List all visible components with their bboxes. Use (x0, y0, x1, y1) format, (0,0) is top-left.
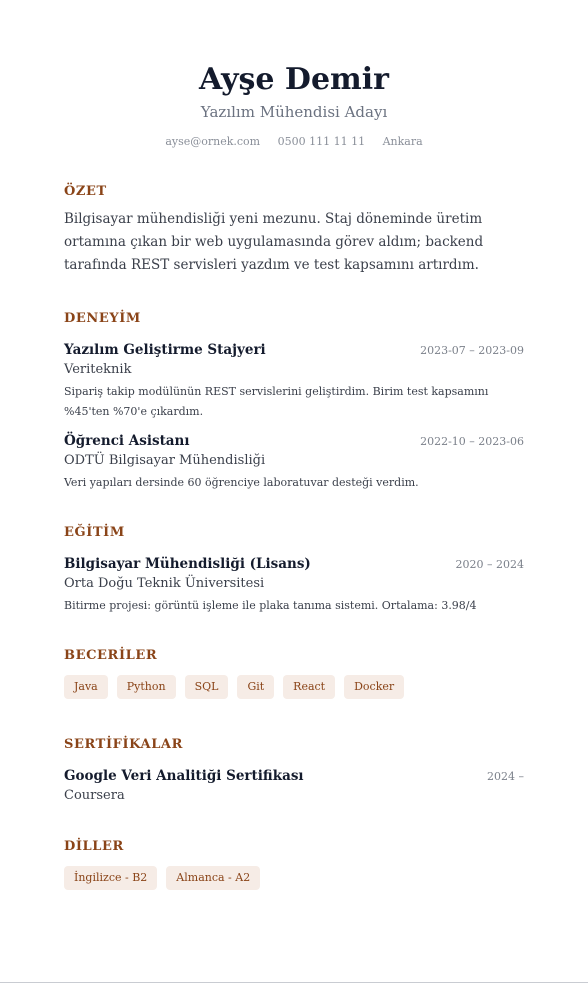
entry-title: Google Veri Analitiği Sertifikası (64, 768, 304, 784)
skills-tag-list (64, 675, 524, 699)
summary-text: Bilgisayar mühendisliği yeni mezunu. Staj döneminde üretim ortamına çıkan bir web uygulamasında görev aldım; backend tarafında REST servisleri yazdım ve test kapsamını artırdım. (64, 211, 484, 273)
entry-organization: ODTÜ Bilgisayar Mühendisliği (64, 453, 266, 468)
languages-tag-list (64, 866, 524, 890)
section-heading-education: EĞİTİM (64, 525, 125, 540)
skill-tag: React (283, 675, 335, 699)
candidate-title: Yazılım Mühendisi Adayı (200, 103, 388, 121)
entry-date: 2023-07 – 2023-09 (420, 344, 524, 357)
contact-line (64, 135, 524, 149)
language-tag: Almanca - A2 (166, 866, 260, 890)
candidate-name: Ayşe Demir (199, 62, 389, 97)
entry-date: 2022-10 – 2023-06 (420, 435, 524, 448)
entry-date: 2020 – 2024 (455, 558, 524, 571)
section-heading-summary: ÖZET (64, 184, 107, 199)
section-heading-languages: DİLLER (64, 839, 124, 854)
language-tag: İngilizce - B2 (64, 866, 157, 890)
entry-organization: Coursera (64, 788, 125, 803)
entry-organization: Veriteknik (64, 362, 132, 377)
contact-city: Ankara (382, 135, 423, 148)
experience-entry (64, 432, 524, 493)
skills-section (64, 648, 524, 699)
skill-tag: Python (117, 675, 176, 699)
entry-date: 2024 – (487, 770, 524, 783)
skill-tag: Docker (344, 675, 404, 699)
section-heading-skills: BECERİLER (64, 648, 158, 663)
contact-email: ayse@ornek.com (165, 135, 261, 148)
skill-tag: Git (237, 675, 274, 699)
skill-tag: Java (64, 675, 108, 699)
entry-description: Veri yapıları dersinde 60 öğrenciye laboratuvar desteği verdim. (64, 476, 419, 489)
languages-section (64, 839, 524, 890)
education-entry (64, 555, 524, 616)
resume-header (64, 0, 524, 149)
experience-entry (64, 341, 524, 422)
summary-section (64, 184, 524, 277)
entry-title: Öğrenci Asistanı (64, 433, 190, 449)
education-section (64, 525, 524, 616)
skill-tag: SQL (185, 675, 229, 699)
entry-description: Bitirme projesi: görüntü işleme ile plaka tanıma sistemi. Ortalama: 3.98/4 (64, 599, 477, 612)
certificates-section (64, 737, 524, 805)
entry-title: Yazılım Geliştirme Stajyeri (64, 342, 266, 358)
page-bottom-divider (0, 982, 588, 983)
entry-title: Bilgisayar Mühendisliği (Lisans) (64, 556, 311, 572)
section-heading-certificates: SERTİFİKALAR (64, 737, 184, 752)
certificate-entry (64, 767, 524, 805)
contact-phone: 0500 111 11 11 (277, 135, 366, 148)
entry-description: Sipariş takip modülünün REST servislerini geliştirdim. Birim test kapsamını %45'ten %70'e çıkardım. (64, 385, 489, 418)
entry-organization: Orta Doğu Teknik Üniversitesi (64, 576, 265, 591)
experience-section (64, 311, 524, 493)
section-heading-experience: DENEYİM (64, 311, 141, 326)
